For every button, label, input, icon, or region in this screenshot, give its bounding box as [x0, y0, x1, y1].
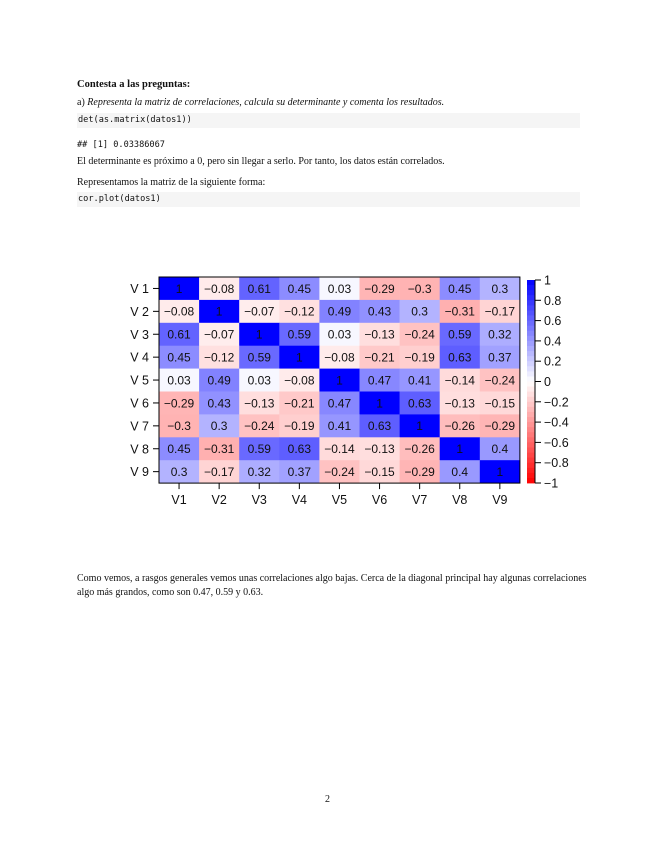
colorbar-segment: [527, 356, 535, 361]
heatmap-cell-label: 1: [336, 373, 343, 388]
heatmap-cell-label: 0.3: [491, 281, 509, 296]
heatmap-cell-label: −0.08: [284, 373, 315, 388]
row-label: V 2: [130, 304, 149, 319]
colorbar-segment: [527, 417, 535, 422]
heatmap-cell-label: 1: [416, 419, 423, 434]
heatmap-cell-label: −0.13: [244, 396, 275, 411]
heatmap-cell-label: −0.07: [203, 327, 235, 342]
colorbar-segment: [527, 351, 535, 356]
heatmap-cell-label: 0.37: [287, 464, 312, 479]
heatmap-cell-label: 0.03: [247, 373, 271, 388]
heatmap-cell-label: 0.63: [367, 419, 392, 434]
colorbar-segment: [527, 366, 535, 371]
colorbar-tick-label: 0.8: [544, 293, 562, 308]
heatmap-cell-label: 0.59: [448, 327, 472, 342]
heatmap-cell-label: 0.49: [327, 304, 352, 319]
col-label: V3: [251, 493, 267, 508]
heatmap-cell-label: −0.24: [244, 419, 275, 434]
colorbar-segment: [527, 305, 535, 310]
colorbar-tick-label: 1: [544, 273, 551, 288]
colorbar-segment: [527, 478, 535, 483]
heatmap-cell-label: −0.21: [284, 396, 315, 411]
heatmap-cell-label: 0.4: [491, 442, 509, 457]
heatmap-cell-label: −0.14: [324, 442, 355, 457]
heatmap-cell-label: −0.13: [364, 442, 395, 457]
heatmap-cell-label: −0.26: [404, 442, 435, 457]
colorbar-segment: [527, 397, 535, 402]
row-label: V 3: [130, 327, 149, 342]
code-block-corplot: cor.plot(datos1): [77, 192, 580, 207]
heatmap-cell-label: 0.59: [247, 442, 271, 457]
heatmap-cell-label: 1: [175, 281, 183, 296]
heatmap-cell-label: 0.61: [247, 281, 271, 296]
heatmap-cell-label: −0.24: [484, 373, 516, 388]
row-label: V 8: [130, 442, 149, 457]
heatmap-cell-label: −0.13: [444, 396, 475, 411]
heatmap-cell-label: 0.59: [247, 350, 271, 365]
row-label: V 6: [130, 396, 149, 411]
colorbar-segment: [527, 382, 535, 387]
page-number: 2: [325, 794, 330, 805]
heatmap-cell-label: −0.07: [244, 304, 275, 319]
heatmap-cell-label: −0.31: [444, 304, 475, 319]
heatmap-cell-label: 0.63: [287, 442, 312, 457]
heatmap-cell-label: 0.45: [287, 281, 312, 296]
paragraph-determinant: El determinante es próximo a 0, pero sin llegar a serlo. Por tanto, los datos están correlados.: [77, 156, 445, 167]
colorbar-segment: [527, 290, 535, 295]
colorbar-segment: [527, 422, 535, 427]
heatmap-cell-label: −0.29: [484, 419, 516, 434]
heatmap-cell-label: −0.17: [203, 464, 235, 479]
heatmap-cell-label: −0.3: [407, 281, 432, 296]
colorbar-segment: [527, 295, 535, 300]
colorbar-tick-label: 0.2: [544, 354, 562, 369]
col-label: V4: [291, 493, 307, 508]
heatmap-cell-label: −0.12: [203, 350, 235, 365]
heatmap-cell-label: 0.03: [327, 281, 352, 296]
heatmap-cell-label: 1: [496, 464, 504, 479]
col-label: V6: [371, 493, 388, 508]
heatmap-cell-label: 0.47: [327, 396, 352, 411]
heatmap-cell-label: 1: [296, 350, 303, 365]
heatmap-cell-label: −0.24: [404, 327, 435, 342]
colorbar-segment: [527, 412, 535, 417]
heatmap-cell-label: 0.63: [407, 396, 432, 411]
heatmap-cell-label: 0.43: [207, 396, 231, 411]
heatmap-cell-label: 0.03: [327, 327, 352, 342]
col-label: V5: [331, 493, 348, 508]
heatmap-cell-label: −0.13: [364, 327, 395, 342]
heatmap-cell-label: −0.26: [444, 419, 475, 434]
heatmap-cell-label: 0.32: [247, 464, 271, 479]
heatmap-cell-label: 0.32: [488, 327, 512, 342]
colorbar-tick-label: −0.4: [544, 415, 569, 430]
colorbar-segment: [527, 427, 535, 432]
heatmap-cell-label: 0.45: [167, 442, 191, 457]
heatmap-cell-label: 0.45: [448, 281, 472, 296]
heatmap-cell-label: 0.47: [367, 373, 392, 388]
colorbar-segment: [527, 432, 535, 437]
colorbar-segment: [527, 453, 535, 458]
colorbar-segment: [527, 458, 535, 463]
colorbar-segment: [527, 285, 535, 290]
heatmap-cell-label: −0.19: [284, 419, 315, 434]
colorbar-segment: [527, 463, 535, 468]
heatmap-cell-label: −0.21: [364, 350, 395, 365]
heatmap-cell-label: 0.41: [327, 419, 352, 434]
question-text: Representa la matriz de correlaciones, calcula su determinante y comenta los resultados.: [87, 97, 445, 108]
colorbar-segment: [527, 336, 535, 341]
colorbar-segment: [527, 326, 535, 331]
colorbar-tick-label: 0.4: [544, 334, 562, 349]
heatmap-cell-label: 0.37: [488, 350, 512, 365]
paragraph-conclusion: Como vemos, a rasgos generales vemos unas correlaciones algo bajas. Cerca de la diagonal principal hay algunas correlaciones algo más grandos, como son 0.47, 0.59 y 0.63.: [77, 573, 587, 598]
colorbar-segment: [527, 346, 535, 351]
colorbar-segment: [527, 387, 535, 392]
colorbar-tick-label: 0.6: [544, 314, 562, 329]
colorbar-segment: [527, 407, 535, 412]
heatmap-cell-label: 0.4: [451, 464, 469, 479]
heatmap-cell-label: −0.15: [364, 464, 395, 479]
heatmap-cell-label: −0.08: [163, 304, 195, 319]
heatmap-cell-label: 0.63: [448, 350, 472, 365]
heatmap-cell-label: 0.3: [411, 304, 428, 319]
colorbar-segment: [527, 361, 535, 366]
heatmap-cell-label: −0.15: [484, 396, 516, 411]
heatmap-cell-label: 0.59: [287, 327, 312, 342]
row-label: V 4: [130, 350, 149, 365]
colorbar-segment: [527, 468, 535, 473]
colorbar-tick-label: −0.6: [544, 435, 569, 450]
heatmap-cell-label: −0.24: [324, 464, 355, 479]
colorbar-segment: [527, 321, 535, 326]
colorbar-segment: [527, 447, 535, 452]
heatmap-cell-label: 1: [376, 396, 383, 411]
heatmap-cell-label: −0.19: [404, 350, 435, 365]
colorbar-segment: [527, 280, 535, 285]
heatmap-cell-label: −0.29: [404, 464, 435, 479]
col-label: V9: [492, 493, 508, 508]
heatmap-cell-label: 0.3: [210, 419, 228, 434]
heatmap-cell-label: −0.31: [203, 442, 235, 457]
row-label: V 7: [130, 419, 149, 434]
code-output-det: ## [1] 0.03386067: [77, 140, 165, 150]
col-label: V1: [171, 493, 187, 508]
code-block-det: det(as.matrix(datos1)): [77, 113, 580, 128]
colorbar-segment: [527, 376, 535, 381]
heatmap-cell-label: −0.29: [364, 281, 395, 296]
paragraph-intro-plot: Representamos la matriz de la siguiente forma:: [77, 177, 266, 188]
section-heading: Contesta a las preguntas:: [77, 79, 191, 90]
colorbar-tick-label: −1: [544, 476, 559, 491]
heatmap-cell-label: −0.3: [167, 419, 191, 434]
colorbar-segment: [527, 473, 535, 478]
heatmap-cell-label: 0.43: [367, 304, 392, 319]
heatmap-cell-label: 0.03: [167, 373, 191, 388]
row-label: V 5: [130, 373, 149, 388]
colorbar-segment: [527, 316, 535, 321]
colorbar-segment: [527, 402, 535, 407]
heatmap-cell-label: −0.14: [444, 373, 475, 388]
heatmap-cell-label: −0.17: [484, 304, 516, 319]
colorbar-tick-label: −0.2: [544, 395, 569, 410]
heatmap-cell-label: −0.12: [284, 304, 315, 319]
heatmap-cell-label: 0.49: [207, 373, 231, 388]
colorbar-segment: [527, 371, 535, 376]
colorbar-segment: [527, 331, 535, 336]
row-label: V 1: [130, 281, 149, 296]
colorbar-segment: [527, 310, 535, 315]
heatmap-cell-label: −0.08: [203, 281, 235, 296]
question-prefix: a): [77, 97, 85, 108]
heatmap-cell-label: 0.41: [407, 373, 432, 388]
colorbar-segment: [527, 300, 535, 305]
row-label: V 9: [130, 465, 149, 480]
heatmap-cell-label: 1: [215, 304, 223, 319]
heatmap-cell-label: 1: [456, 442, 464, 457]
colorbar-tick-label: 0: [544, 375, 551, 389]
heatmap-cell-label: 1: [255, 327, 263, 342]
col-label: V8: [452, 493, 468, 508]
heatmap-cell-label: 0.61: [167, 327, 191, 342]
colorbar-segment: [527, 437, 535, 442]
heatmap-cell-label: −0.08: [324, 350, 355, 365]
heatmap-cell-label: 0.3: [170, 464, 188, 479]
col-label: V7: [412, 493, 428, 508]
colorbar-segment: [527, 392, 535, 397]
heatmap-cell-label: 0.45: [167, 350, 191, 365]
colorbar-segment: [527, 442, 535, 447]
col-label: V2: [211, 493, 227, 508]
heatmap-cell-label: −0.29: [163, 396, 195, 411]
colorbar-segment: [527, 341, 535, 346]
colorbar-tick-label: −0.8: [544, 456, 569, 471]
